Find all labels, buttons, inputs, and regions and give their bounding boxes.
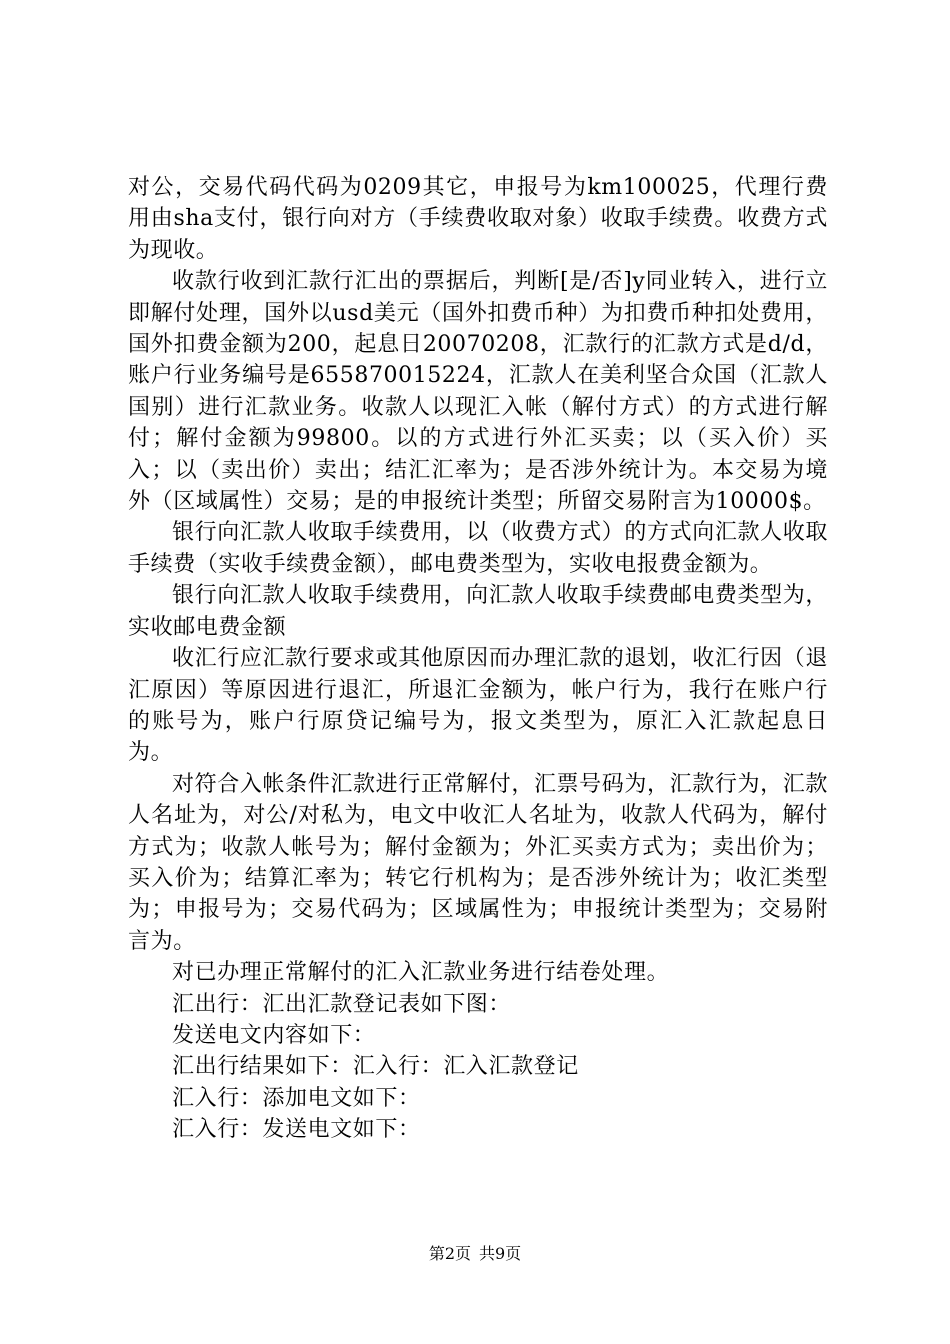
paragraph-normal-payment: 对符合入帐条件汇款进行正常解付，汇票号码为，汇款行为，汇款人名址为，对公/对私为，电文中收汇人名址为，收款人代码为，解付方式为；收款人帐号为；解付金额为；外汇买卖方式为；卖出价为；买入价为；结算汇率为；转它行机构为；是否涉外统计为；收汇类型为；申报号为；交易代码为；区域属性为；申报统计类型为；交易附言为。 bbox=[128, 771, 828, 954]
paragraph-transaction-code: 对公，交易代码代码为0209其它，申报号为km100025，代理行费用由sha支付，银行向对方（手续费收取对象）收取手续费。收费方式为现收。 bbox=[128, 175, 828, 263]
paragraph-outward-result: 汇出行结果如下：汇入行：汇入汇款登记 bbox=[172, 1054, 579, 1080]
paragraph-receiving-bank: 收款行收到汇款行汇出的票据后，判断[是/否]y同业转入，进行立即解付处理，国外以usd美元（国外扣费币种）为扣费币种扣处费用，国外扣费金额为200，起息日20070208，汇款行的汇款方式是d/d，账户行业务编号是655870015224，汇款人在美利坚合众国（汇款人国别）进行汇款业务。收款人以现汇入帐（解付方式）的方式进行解付；解付金额为99800。以的方式进行外汇买卖；以（买入价）买入；以（卖出价）卖出；结汇汇率为；是否涉外统计为。本交易为境外（区域属性）交易；是的申报统计类型；所留交易附言为10000$。 bbox=[128, 269, 828, 515]
paragraph-inward-send: 汇入行：发送电文如下： bbox=[172, 1117, 421, 1143]
document-body bbox=[128, 172, 828, 1146]
paragraph-postal-fee: 银行向汇款人收取手续费用，向汇款人收取手续费邮电费类型为，实收邮电费金额 bbox=[128, 583, 828, 640]
page-number: 第2页 bbox=[428, 1244, 471, 1263]
paragraph-closing: 对已办理正常解付的汇入汇款业务进行结卷处理。 bbox=[172, 960, 670, 986]
page-footer bbox=[0, 1244, 950, 1264]
paragraph-add-message: 汇入行：添加电文如下： bbox=[172, 1085, 421, 1111]
paragraph-send-message: 发送电文内容如下： bbox=[172, 1022, 376, 1048]
page-total: 共9页 bbox=[479, 1244, 522, 1263]
paragraph-outward-register: 汇出行：汇出汇款登记表如下图： bbox=[172, 991, 512, 1017]
paragraph-refund: 收汇行应汇款行要求或其他原因而办理汇款的退划，收汇行因（退汇原因）等原因进行退汇，所退汇金额为，帐户行为，我行在账户行的账号为，账户行原贷记编号为，报文类型为，原汇入汇款起息日为。 bbox=[128, 646, 828, 766]
paragraph-fee-collection: 银行向汇款人收取手续费用，以（收费方式）的方式向汇款人收取手续费（实收手续费金额），邮电费类型为，实收电报费金额为。 bbox=[128, 520, 828, 577]
